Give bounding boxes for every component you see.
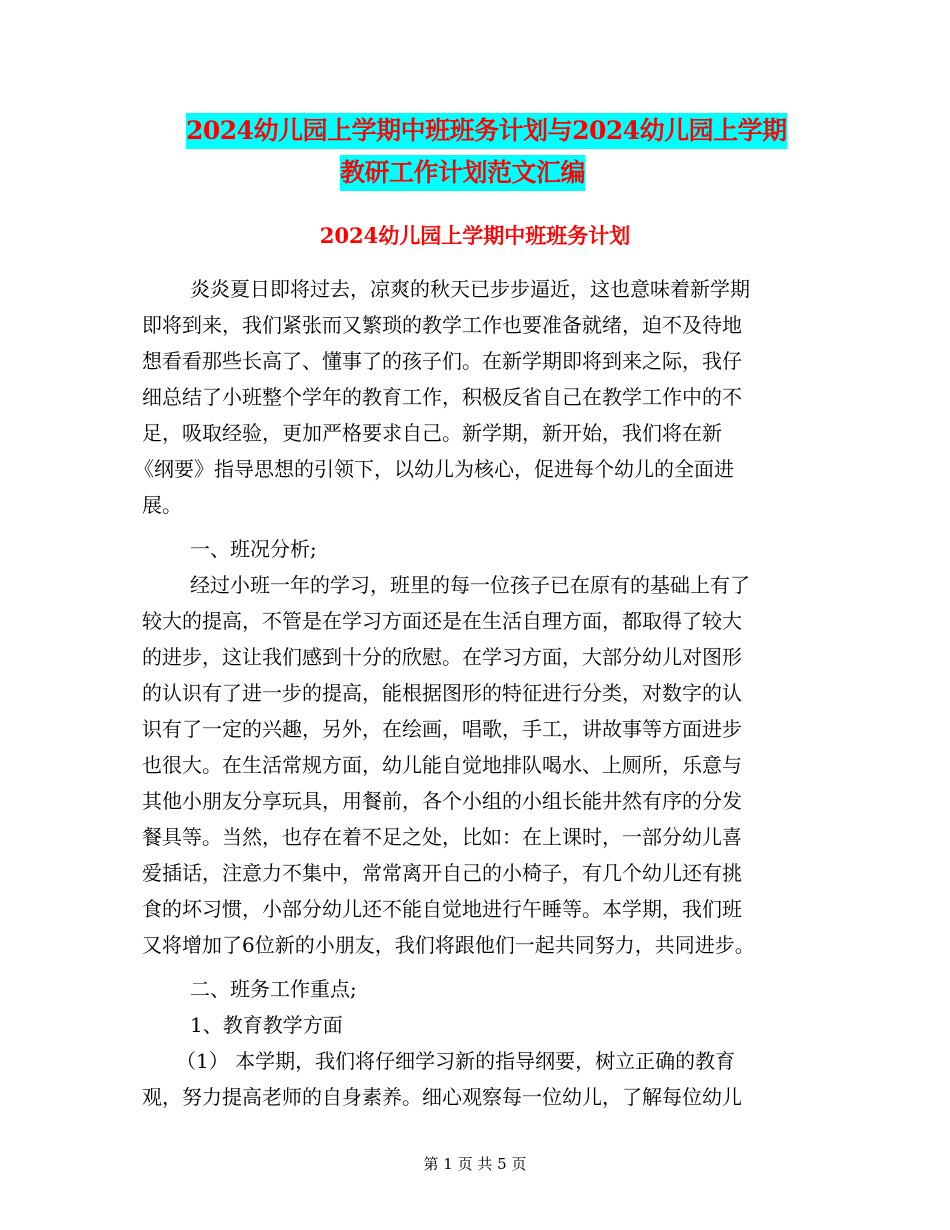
paragraph-line: 炎炎夏日即将过去，凉爽的秋天已步步逼近，这也意味着新学期 [190,277,750,301]
document-title-line-1: 2024幼儿园上学期中班班务计划与2024幼儿园上学期 [186,113,787,149]
paragraph-line: 餐具等。当然，也存在着不足之处，比如：在上课时，一部分幼儿喜 [142,825,742,849]
paragraph-line: 较大的提高，不管是在学习方面还是在生活自理方面，都取得了较大 [142,609,742,633]
paragraph-line: 食的坏习惯，小部分幼儿还不能自觉地进行午睡等。本学期，我们班 [142,897,742,921]
section-heading: 一、班况分析; [190,537,317,561]
paragraph-line: 的进步，这让我们感到十分的欣慰。在学习方面，大部分幼儿对图形 [142,645,742,669]
page-footer: 第 1 页 共 5 页 [423,1155,527,1173]
paragraph-line: 的认识有了进一步的提高，能根据图形的特征进行分类，对数字的认 [142,681,742,705]
paragraph-line: 又将增加了6位新的小朋友，我们将跟他们一起共同努力，共同进步。 [142,933,755,957]
paragraph-line: 观，努力提高老师的自身素养。细心观察每一位幼儿，了解每位幼儿 [142,1085,742,1109]
paragraph-line: 想看看那些长高了、懂事了的孩子们。在新学期即将到来之际，我仔 [142,349,742,373]
paragraph-line: 其他小朋友分享玩具，用餐前，各个小组的小组长能井然有序的分发 [142,789,742,813]
paragraph-line: 即将到来，我们紧张而又繁琐的教学工作也要准备就绪，迫不及待地 [142,313,742,337]
section-title: 2024幼儿园上学期中班班务计划 [319,223,631,248]
paragraph-line: 足，吸取经验，更加严格要求自己。新学期，新开始，我们将在新 [142,421,722,445]
document-title-line-2: 教研工作计划范文汇编 [340,155,585,191]
paragraph-line: （1） 本学期，我们将仔细学习新的指导纲要，树立正确的教育 [176,1049,736,1073]
paragraph-line: 也很大。在生活常规方面，幼儿能自觉地排队喝水、上厕所，乐意与 [142,753,742,777]
paragraph-line: 细总结了小班整个学年的教育工作，积极反省自己在教学工作中的不 [142,385,742,409]
paragraph-line: 识有了一定的兴趣，另外，在绘画，唱歌，手工，讲故事等方面进步 [142,717,742,741]
paragraph-line: 经过小班一年的学习，班里的每一位孩子已在原有的基础上有了 [190,573,750,597]
paragraph-line: 爱插话，注意力不集中，常常离开自己的小椅子，有几个幼儿还有挑 [142,861,742,885]
paragraph-line: 《纲要》指导思想的引领下，以幼儿为核心，促进每个幼儿的全面进 [134,457,734,481]
paragraph-line: 展。 [142,493,182,517]
section-heading: 二、班务工作重点; [190,977,357,1001]
subsection-heading: 1、教育教学方面 [190,1013,343,1037]
